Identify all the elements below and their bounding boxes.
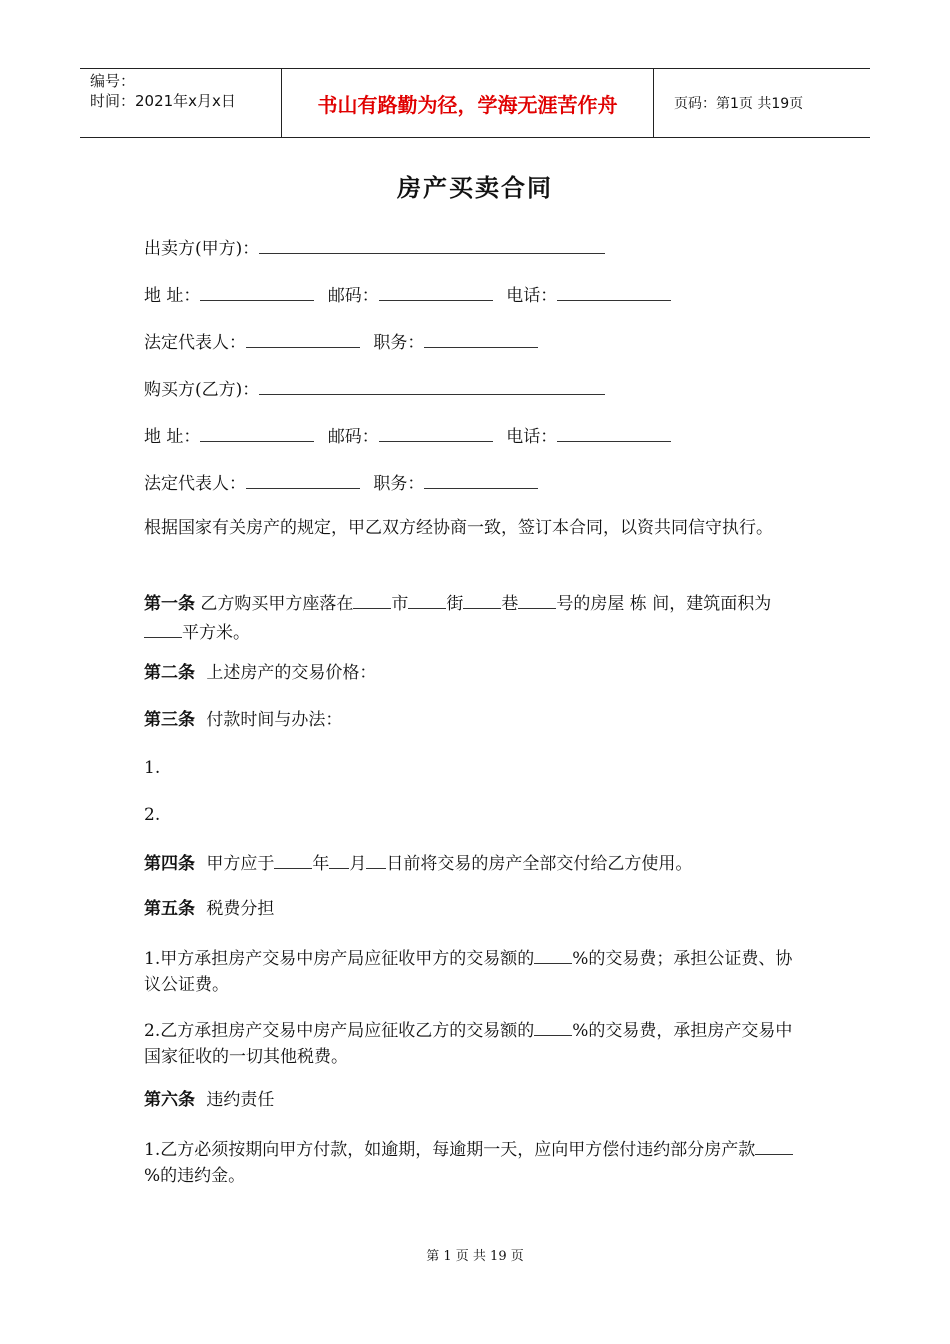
seller-fee-blank[interactable] [534, 943, 572, 964]
buyer-label: 购买方(乙方)： [144, 380, 260, 400]
article-3: 第三条 付款时间与办法： [144, 710, 343, 730]
buyer-line [144, 374, 605, 403]
phone-label: 电话： [506, 427, 558, 447]
address-blank[interactable] [200, 280, 314, 301]
postcode-label: 邮码： [327, 427, 379, 447]
page-footer: 第 1 页 共 19 页 [426, 1249, 524, 1264]
document-date: 时间：2021年x月x日 [90, 92, 236, 110]
header-meta [80, 69, 281, 137]
legal-rep-label: 法定代表人： [144, 333, 246, 353]
position-label: 职务： [373, 333, 425, 353]
header-page-info: 页码：第1页 共19页 [674, 96, 804, 112]
article-6: 第六条 违约责任 [144, 1090, 275, 1110]
article-6-item-1: 1.乙方必须按期向甲方付款，如逾期，每逾期一天，应向甲方偿付违约部分房产款%的违约金。 [144, 1134, 804, 1189]
article-5-item-1: 1.甲方承担房产交易中房产局应征收甲方的交易额的 %的交易费；承担公证费、协议公证费。 [144, 943, 804, 998]
seller-address-line [144, 280, 671, 309]
address-label: 地 址： [144, 286, 201, 306]
lane-blank[interactable] [463, 588, 501, 609]
postcode-blank[interactable] [379, 421, 493, 442]
article-6-title: 第六条 [144, 1090, 195, 1110]
address-label: 地 址： [144, 427, 201, 447]
legal-rep-blank[interactable] [246, 468, 360, 489]
header-divider [653, 69, 654, 137]
article-2-title: 第二条 [144, 663, 195, 683]
article-3-item-2: 2. [144, 805, 161, 825]
article-5-title: 第五条 [144, 899, 195, 919]
document-number: 编号： [90, 72, 136, 90]
header-table [80, 68, 870, 138]
phone-blank[interactable] [557, 421, 671, 442]
area-blank[interactable] [144, 617, 182, 638]
seller-rep-line [144, 327, 538, 356]
position-label: 职务： [373, 474, 425, 494]
article-3-item-1: 1. [144, 758, 161, 778]
buyer-rep-line [144, 468, 538, 497]
intro-paragraph: 根据国家有关房产的规定，甲乙双方经协商一致，签订本合同，以资共同信守执行。 [144, 518, 773, 538]
month-blank[interactable] [329, 848, 349, 869]
position-blank[interactable] [424, 468, 538, 489]
city-blank[interactable] [353, 588, 391, 609]
buyer-address-line [144, 421, 671, 450]
article-5: 第五条 税费分担 [144, 899, 275, 919]
phone-label: 电话： [506, 286, 558, 306]
seller-label: 出卖方(甲方)： [144, 239, 260, 259]
article-5-item-2: 2.乙方承担房产交易中房产局应征收乙方的交易额的 %的交易费，承担房产交易中国家征收的一切其他税费。 [144, 1015, 804, 1070]
article-4-title: 第四条 [144, 854, 195, 874]
buyer-blank[interactable] [259, 374, 605, 395]
year-blank[interactable] [274, 848, 312, 869]
number-blank[interactable] [518, 588, 556, 609]
document-title: 房产买卖合同 [397, 173, 553, 202]
seller-blank[interactable] [259, 233, 605, 254]
article-1: 第一条 乙方购买甲方座落在 市 街 巷 号的房屋 栋 间，建筑面积为平方米。 [144, 588, 804, 646]
legal-rep-label: 法定代表人： [144, 474, 246, 494]
phone-blank[interactable] [557, 280, 671, 301]
day-blank[interactable] [366, 848, 386, 869]
legal-rep-blank[interactable] [246, 327, 360, 348]
seller-line [144, 233, 605, 262]
article-2: 第二条 上述房产的交易价格： [144, 663, 377, 683]
header-motto: 书山有路勤为径，学海无涯苦作舟 [317, 92, 618, 117]
address-blank[interactable] [200, 421, 314, 442]
article-4: 第四条 甲方应于 年 月 日前将交易的房产全部交付给乙方使用。 [144, 848, 692, 877]
street-blank[interactable] [408, 588, 446, 609]
buyer-fee-blank[interactable] [534, 1015, 572, 1036]
position-blank[interactable] [424, 327, 538, 348]
penalty-blank[interactable] [755, 1134, 793, 1155]
article-3-title: 第三条 [144, 710, 195, 730]
postcode-blank[interactable] [379, 280, 493, 301]
postcode-label: 邮码： [327, 286, 379, 306]
article-1-title: 第一条 [144, 594, 195, 614]
